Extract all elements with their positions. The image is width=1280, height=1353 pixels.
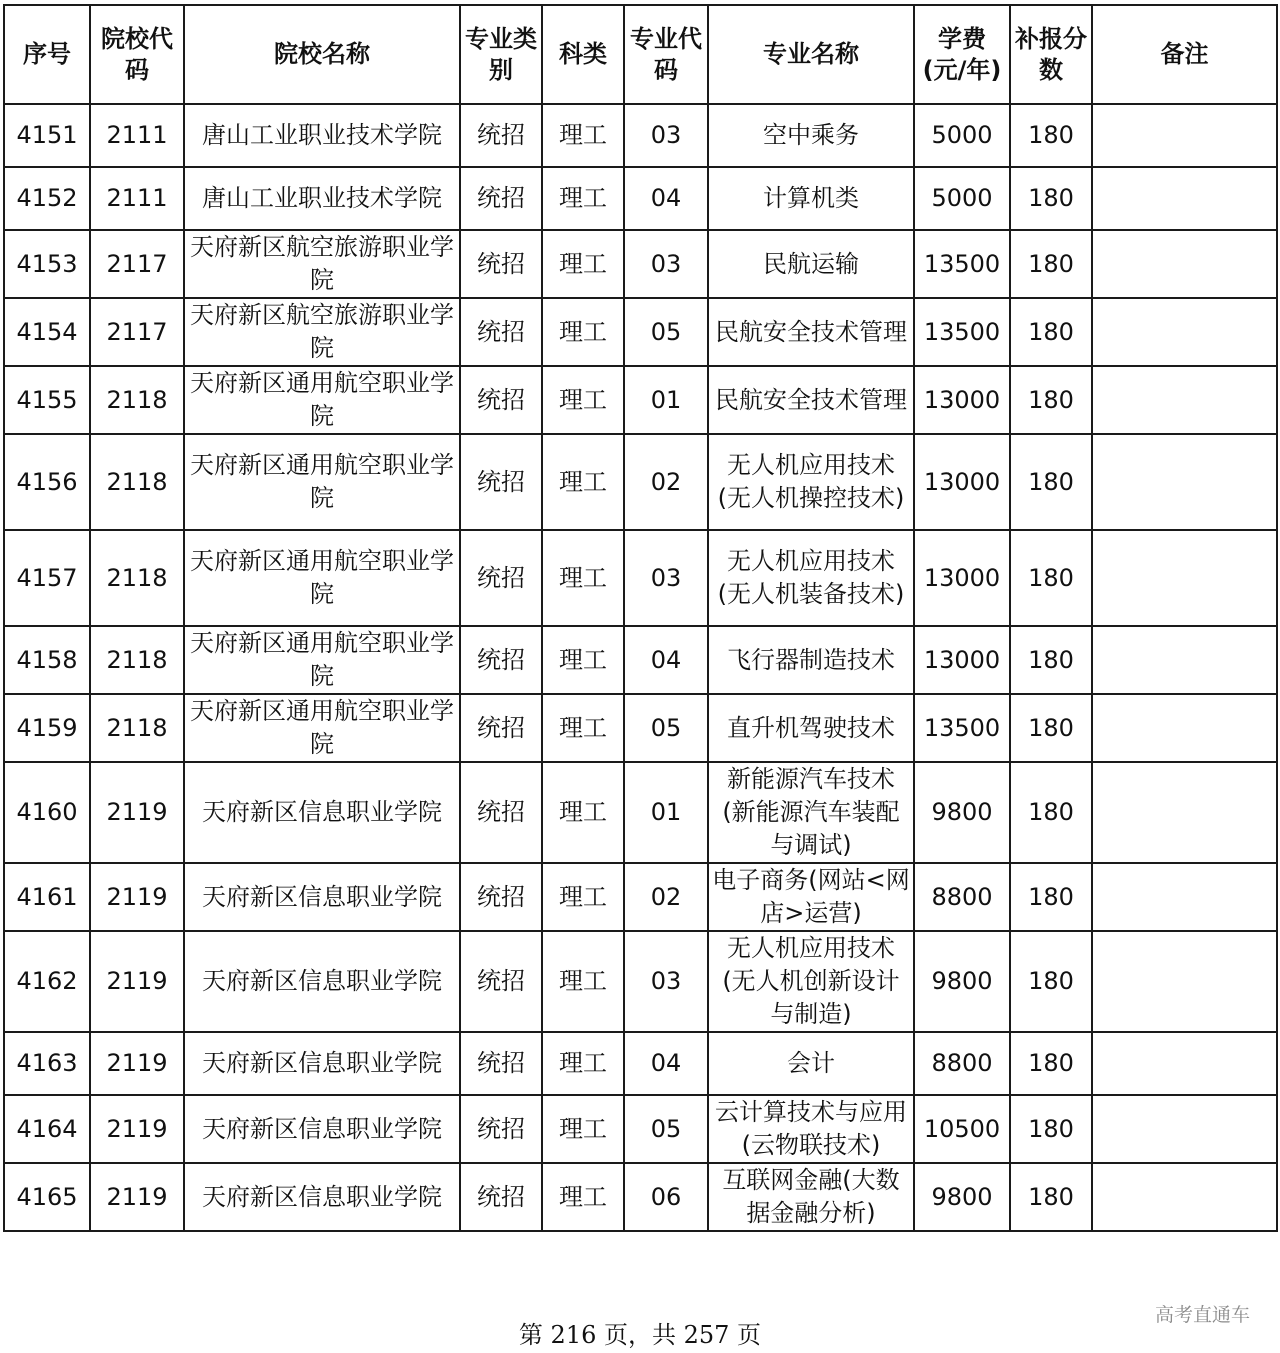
- cell-score: 180: [1010, 1163, 1092, 1231]
- cell-school-name: 天府新区信息职业学院: [184, 1032, 460, 1095]
- cell-category: 统招: [460, 863, 542, 931]
- cell-major-code: 01: [624, 366, 708, 434]
- cell-tuition: 13500: [914, 230, 1010, 298]
- cell-score: 180: [1010, 434, 1092, 530]
- page-number: 第 216 页，共 257 页: [518, 1321, 762, 1349]
- cell-major-code: 03: [624, 530, 708, 626]
- cell-score: 180: [1010, 762, 1092, 863]
- table-row: [4, 931, 1277, 1032]
- cell-tuition: 5000: [914, 167, 1010, 230]
- cell-subject: 理工: [542, 626, 624, 694]
- cell-subject: 理工: [542, 298, 624, 366]
- cell-category: 统招: [460, 230, 542, 298]
- cell-major-name: 空中乘务: [708, 104, 914, 167]
- cell-score: 180: [1010, 230, 1092, 298]
- cell-major-name: 无人机应用技术(无人机创新设计与制造): [708, 931, 914, 1032]
- cell-major-code: 06: [624, 1163, 708, 1231]
- cell-school-name: 唐山工业职业技术学院: [184, 104, 460, 167]
- cell-seq: 4157: [4, 530, 90, 626]
- cell-category: 统招: [460, 1032, 542, 1095]
- cell-seq: 4160: [4, 762, 90, 863]
- cell-category: 统招: [460, 626, 542, 694]
- cell-note: [1092, 931, 1277, 1032]
- cell-note: [1092, 530, 1277, 626]
- cell-school-code: 2119: [90, 863, 184, 931]
- cell-major-code: 04: [624, 167, 708, 230]
- table-row: [4, 530, 1277, 626]
- table-row: [4, 104, 1277, 167]
- cell-subject: 理工: [542, 104, 624, 167]
- cell-subject: 理工: [542, 434, 624, 530]
- header-row: [4, 5, 1277, 104]
- header-school-code: 院校代码: [90, 5, 184, 104]
- cell-school-code: 2117: [90, 230, 184, 298]
- cell-seq: 4158: [4, 626, 90, 694]
- cell-major-code: 05: [624, 298, 708, 366]
- cell-school-code: 2118: [90, 530, 184, 626]
- cell-school-name: 天府新区信息职业学院: [184, 1163, 460, 1231]
- cell-major-name: 民航运输: [708, 230, 914, 298]
- table-row: [4, 167, 1277, 230]
- cell-school-name: 天府新区信息职业学院: [184, 762, 460, 863]
- cell-score: 180: [1010, 626, 1092, 694]
- table-row: [4, 1163, 1277, 1231]
- cell-school-name: 天府新区通用航空职业学院: [184, 530, 460, 626]
- cell-subject: 理工: [542, 167, 624, 230]
- cell-seq: 4162: [4, 931, 90, 1032]
- cell-tuition: 9800: [914, 931, 1010, 1032]
- cell-subject: 理工: [542, 762, 624, 863]
- cell-subject: 理工: [542, 366, 624, 434]
- header-score: 补报分数: [1010, 5, 1092, 104]
- cell-score: 180: [1010, 298, 1092, 366]
- cell-major-code: 04: [624, 1032, 708, 1095]
- cell-seq: 4163: [4, 1032, 90, 1095]
- table-row: [4, 366, 1277, 434]
- cell-note: [1092, 863, 1277, 931]
- header-seq: 序号: [4, 5, 90, 104]
- cell-category: 统招: [460, 694, 542, 762]
- cell-category: 统招: [460, 762, 542, 863]
- cell-seq: 4153: [4, 230, 90, 298]
- cell-category: 统招: [460, 530, 542, 626]
- cell-note: [1092, 762, 1277, 863]
- cell-tuition: 9800: [914, 762, 1010, 863]
- cell-subject: 理工: [542, 1095, 624, 1163]
- cell-school-name: 唐山工业职业技术学院: [184, 167, 460, 230]
- cell-note: [1092, 230, 1277, 298]
- cell-major-name: 无人机应用技术(无人机装备技术): [708, 530, 914, 626]
- cell-seq: 4159: [4, 694, 90, 762]
- cell-subject: 理工: [542, 931, 624, 1032]
- cell-school-code: 2118: [90, 366, 184, 434]
- cell-seq: 4165: [4, 1163, 90, 1231]
- cell-subject: 理工: [542, 1163, 624, 1231]
- table-row: [4, 1095, 1277, 1163]
- cell-school-name: 天府新区信息职业学院: [184, 931, 460, 1032]
- cell-major-name: 计算机类: [708, 167, 914, 230]
- cell-category: 统招: [460, 167, 542, 230]
- cell-tuition: 13000: [914, 530, 1010, 626]
- cell-tuition: 13000: [914, 434, 1010, 530]
- cell-major-code: 03: [624, 104, 708, 167]
- cell-score: 180: [1010, 104, 1092, 167]
- admission-table: [3, 4, 1278, 1232]
- table-row: [4, 230, 1277, 298]
- cell-major-code: 02: [624, 434, 708, 530]
- cell-category: 统招: [460, 931, 542, 1032]
- cell-tuition: 5000: [914, 104, 1010, 167]
- header-subject: 科类: [542, 5, 624, 104]
- cell-major-name: 新能源汽车技术(新能源汽车装配与调试): [708, 762, 914, 863]
- cell-school-code: 2111: [90, 104, 184, 167]
- cell-school-name: 天府新区信息职业学院: [184, 1095, 460, 1163]
- cell-seq: 4164: [4, 1095, 90, 1163]
- header-note: 备注: [1092, 5, 1277, 104]
- cell-school-name: 天府新区通用航空职业学院: [184, 366, 460, 434]
- cell-note: [1092, 1032, 1277, 1095]
- table-row: [4, 434, 1277, 530]
- cell-tuition: 8800: [914, 863, 1010, 931]
- cell-seq: 4151: [4, 104, 90, 167]
- cell-seq: 4154: [4, 298, 90, 366]
- cell-school-code: 2119: [90, 931, 184, 1032]
- cell-tuition: 9800: [914, 1163, 1010, 1231]
- cell-category: 统招: [460, 366, 542, 434]
- cell-seq: 4161: [4, 863, 90, 931]
- cell-school-name: 天府新区航空旅游职业学院: [184, 230, 460, 298]
- cell-note: [1092, 694, 1277, 762]
- watermark: 高考直通车: [1154, 1304, 1250, 1326]
- cell-category: 统招: [460, 298, 542, 366]
- cell-note: [1092, 1095, 1277, 1163]
- cell-major-name: 民航安全技术管理: [708, 366, 914, 434]
- cell-major-code: 03: [624, 230, 708, 298]
- cell-major-code: 05: [624, 694, 708, 762]
- header-major-code: 专业代码: [624, 5, 708, 104]
- cell-major-code: 04: [624, 626, 708, 694]
- cell-school-code: 2119: [90, 1095, 184, 1163]
- cell-school-name: 天府新区通用航空职业学院: [184, 626, 460, 694]
- cell-category: 统招: [460, 104, 542, 167]
- table-row: [4, 863, 1277, 931]
- table-body: [4, 104, 1277, 1231]
- cell-tuition: 13500: [914, 298, 1010, 366]
- header-tuition: 学费(元/年): [914, 5, 1010, 104]
- cell-tuition: 8800: [914, 1032, 1010, 1095]
- cell-school-code: 2117: [90, 298, 184, 366]
- cell-subject: 理工: [542, 1032, 624, 1095]
- cell-major-name: 直升机驾驶技术: [708, 694, 914, 762]
- cell-major-name: 电子商务(网站<网店>运营): [708, 863, 914, 931]
- cell-school-code: 2119: [90, 1032, 184, 1095]
- cell-school-name: 天府新区信息职业学院: [184, 863, 460, 931]
- table-row: [4, 298, 1277, 366]
- table-row: [4, 1032, 1277, 1095]
- cell-note: [1092, 298, 1277, 366]
- cell-major-name: 民航安全技术管理: [708, 298, 914, 366]
- cell-major-code: 05: [624, 1095, 708, 1163]
- cell-category: 统招: [460, 1163, 542, 1231]
- cell-tuition: 10500: [914, 1095, 1010, 1163]
- cell-seq: 4155: [4, 366, 90, 434]
- table-row: [4, 626, 1277, 694]
- cell-note: [1092, 104, 1277, 167]
- header-school-name: 院校名称: [184, 5, 460, 104]
- cell-tuition: 13500: [914, 694, 1010, 762]
- cell-major-name: 无人机应用技术(无人机操控技术): [708, 434, 914, 530]
- cell-major-name: 会计: [708, 1032, 914, 1095]
- cell-score: 180: [1010, 863, 1092, 931]
- cell-school-code: 2118: [90, 694, 184, 762]
- cell-note: [1092, 366, 1277, 434]
- cell-seq: 4152: [4, 167, 90, 230]
- cell-score: 180: [1010, 1095, 1092, 1163]
- cell-tuition: 13000: [914, 626, 1010, 694]
- cell-note: [1092, 626, 1277, 694]
- cell-school-name: 天府新区通用航空职业学院: [184, 694, 460, 762]
- cell-school-code: 2118: [90, 434, 184, 530]
- cell-category: 统招: [460, 1095, 542, 1163]
- cell-school-code: 2118: [90, 626, 184, 694]
- cell-score: 180: [1010, 167, 1092, 230]
- cell-school-code: 2119: [90, 762, 184, 863]
- cell-note: [1092, 167, 1277, 230]
- table-row: [4, 694, 1277, 762]
- cell-score: 180: [1010, 931, 1092, 1032]
- cell-score: 180: [1010, 1032, 1092, 1095]
- cell-major-name: 飞行器制造技术: [708, 626, 914, 694]
- cell-score: 180: [1010, 530, 1092, 626]
- table-row: [4, 762, 1277, 863]
- cell-school-code: 2119: [90, 1163, 184, 1231]
- cell-seq: 4156: [4, 434, 90, 530]
- cell-subject: 理工: [542, 230, 624, 298]
- cell-score: 180: [1010, 694, 1092, 762]
- cell-school-code: 2111: [90, 167, 184, 230]
- cell-tuition: 13000: [914, 366, 1010, 434]
- cell-major-code: 02: [624, 863, 708, 931]
- cell-subject: 理工: [542, 863, 624, 931]
- cell-note: [1092, 1163, 1277, 1231]
- cell-major-code: 03: [624, 931, 708, 1032]
- header-major-name: 专业名称: [708, 5, 914, 104]
- cell-subject: 理工: [542, 530, 624, 626]
- cell-major-name: 云计算技术与应用(云物联技术): [708, 1095, 914, 1163]
- cell-subject: 理工: [542, 694, 624, 762]
- cell-category: 统招: [460, 434, 542, 530]
- header-category: 专业类别: [460, 5, 542, 104]
- cell-school-name: 天府新区通用航空职业学院: [184, 434, 460, 530]
- cell-note: [1092, 434, 1277, 530]
- cell-major-code: 01: [624, 762, 708, 863]
- cell-score: 180: [1010, 366, 1092, 434]
- cell-school-name: 天府新区航空旅游职业学院: [184, 298, 460, 366]
- cell-major-name: 互联网金融(大数据金融分析): [708, 1163, 914, 1231]
